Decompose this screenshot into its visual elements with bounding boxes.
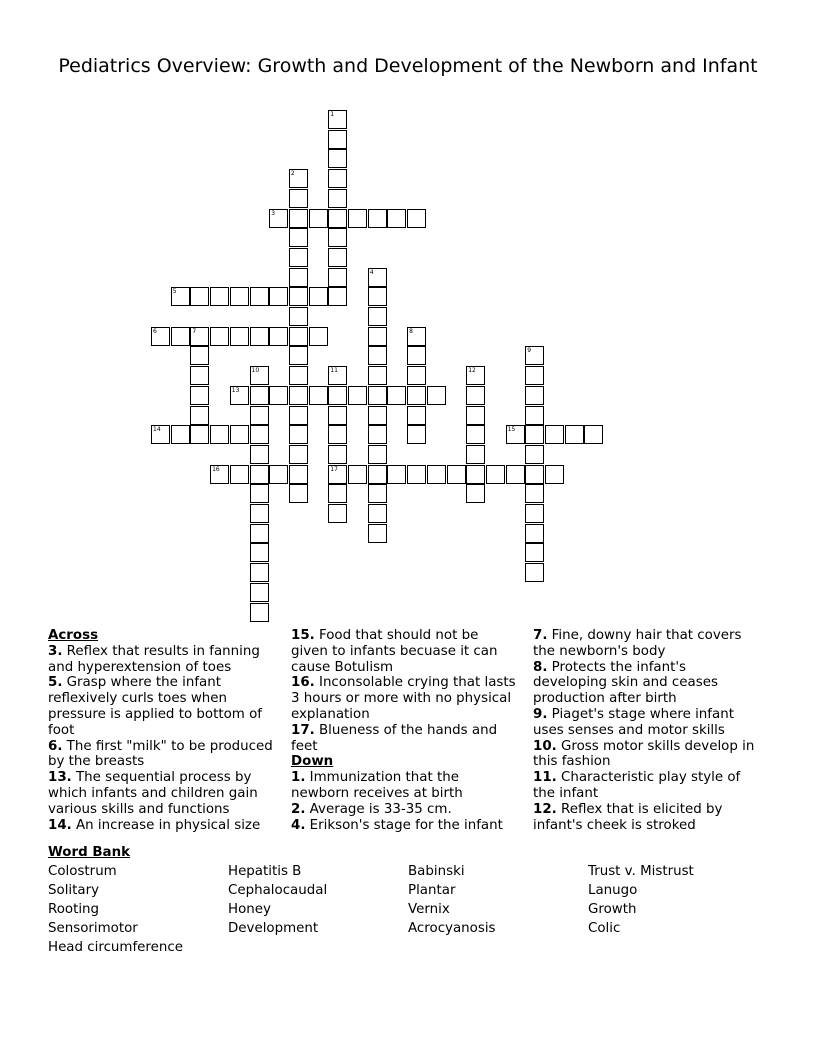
grid-cell[interactable]: [407, 327, 426, 346]
grid-cell[interactable]: [289, 445, 308, 464]
grid-cell[interactable]: [328, 209, 347, 228]
grid-cell[interactable]: [328, 406, 347, 425]
grid-cell[interactable]: [368, 327, 387, 346]
grid-cell[interactable]: [368, 465, 387, 484]
grid-cell[interactable]: [309, 386, 328, 405]
grid-cell[interactable]: [250, 445, 269, 464]
grid-cell[interactable]: [466, 484, 485, 503]
grid-number: 7: [192, 327, 197, 335]
grid-cell[interactable]: [309, 209, 328, 228]
word-bank-item: Plantar: [408, 883, 456, 898]
grid-number: 17: [330, 465, 338, 473]
grid-cell[interactable]: [368, 307, 387, 326]
clue-down-10: 10. Gross motor skills develop in this fashion: [533, 738, 755, 770]
grid-cell[interactable]: [407, 346, 426, 365]
grid-number: 6: [153, 327, 157, 335]
grid-cell[interactable]: [486, 465, 505, 484]
grid-cell[interactable]: [525, 366, 544, 385]
grid-cell[interactable]: [190, 366, 209, 385]
grid-cell[interactable]: [250, 504, 269, 523]
grid-cell[interactable]: [407, 386, 426, 405]
grid-number: 13: [231, 386, 240, 394]
grid-cell[interactable]: [427, 465, 446, 484]
clue-down-12: 12. Reflex that is elicited by infant's cheek is stroked: [533, 801, 723, 833]
grid-cell[interactable]: [309, 287, 328, 306]
grid-cell[interactable]: [328, 504, 347, 523]
across-heading: Across: [48, 628, 99, 643]
clue-across-14: 14. An increase in physical size: [48, 817, 261, 833]
grid-number: 9: [527, 347, 532, 355]
grid-cell[interactable]: [171, 425, 190, 444]
grid-cell[interactable]: [348, 386, 367, 405]
grid-cell[interactable]: [210, 287, 229, 306]
grid-cell[interactable]: [407, 465, 426, 484]
grid-cell[interactable]: [230, 287, 249, 306]
grid-cell[interactable]: [250, 524, 269, 543]
grid-cell[interactable]: [584, 425, 603, 444]
grid-cell[interactable]: [250, 406, 269, 425]
grid-cell[interactable]: [328, 484, 347, 503]
grid-cell[interactable]: [525, 445, 544, 464]
grid-cell[interactable]: [328, 465, 347, 484]
word-bank-item: Head circumference: [48, 940, 183, 955]
clue-down-8: 8. Protects the infant's developing skin and ceases production after birth: [533, 659, 718, 707]
grid-cell[interactable]: [250, 563, 269, 582]
clue-across-17: 17. Blueness of the hands and feet: [291, 722, 498, 754]
grid-cell[interactable]: [368, 346, 387, 365]
grid-cell[interactable]: [289, 386, 308, 405]
grid-number: 16: [212, 465, 220, 473]
word-bank-item: Growth: [588, 902, 637, 917]
clue-across-16: 16. Inconsolable crying that lasts 3 hours or more with no physical explanation: [291, 675, 516, 722]
grid-cell[interactable]: [289, 406, 308, 425]
grid-cell[interactable]: [230, 327, 249, 346]
grid-cell[interactable]: [466, 425, 485, 444]
grid-cell[interactable]: [151, 425, 170, 444]
grid-cell[interactable]: [289, 209, 308, 228]
grid-cell[interactable]: [230, 386, 249, 405]
grid-cell[interactable]: [525, 425, 544, 444]
grid-cell[interactable]: [190, 327, 209, 346]
grid-number: 5: [172, 288, 177, 296]
grid-cell[interactable]: [328, 110, 347, 129]
grid-cell[interactable]: [328, 425, 347, 444]
grid-cell[interactable]: [407, 406, 426, 425]
grid-cell[interactable]: [348, 465, 367, 484]
word-bank-item: Honey: [228, 902, 271, 917]
word-bank-item: Sensorimotor: [48, 921, 138, 936]
grid-number: 14: [153, 426, 161, 434]
grid-cell[interactable]: [250, 425, 269, 444]
word-bank-item: Lanugo: [588, 883, 638, 898]
grid-cell[interactable]: [387, 465, 406, 484]
grid-cell[interactable]: [289, 248, 308, 267]
clue-across-15: 15. Food that should not be given to infants becuase it can cause Botulism: [291, 628, 498, 675]
word-bank-item: Solitary: [48, 883, 100, 898]
grid-cell[interactable]: [328, 386, 347, 405]
grid-cell[interactable]: [190, 287, 209, 306]
grid-cell[interactable]: [289, 366, 308, 385]
clue-down-9: 9. Piaget's stage where infant uses senses and motor skills: [533, 706, 734, 738]
word-bank-item: Colic: [588, 921, 621, 936]
clue-down-4: 4. Erikson's stage for the infant: [291, 817, 503, 833]
grid-cell[interactable]: [328, 228, 347, 247]
grid-cell[interactable]: [250, 543, 269, 562]
word-bank-heading: Word Bank: [48, 845, 131, 860]
grid-cell[interactable]: [328, 149, 347, 168]
grid-cell[interactable]: [447, 465, 466, 484]
grid-cell[interactable]: [171, 327, 190, 346]
grid-cell[interactable]: [269, 287, 288, 306]
grid-cell[interactable]: [250, 465, 269, 484]
grid-cell[interactable]: [250, 327, 269, 346]
word-bank-item: Vernix: [408, 902, 450, 917]
grid-cell[interactable]: [407, 209, 426, 228]
grid-cell[interactable]: [289, 484, 308, 503]
grid-cell[interactable]: [250, 386, 269, 405]
grid-cell[interactable]: [269, 465, 288, 484]
grid-number: 10: [251, 367, 260, 375]
clue-down-2: 2. Average is 33-35 cm.: [291, 801, 452, 817]
grid-cell[interactable]: [565, 425, 584, 444]
grid-cell[interactable]: [525, 504, 544, 523]
grid-cell[interactable]: [289, 268, 308, 287]
grid-cell[interactable]: [506, 425, 525, 444]
grid-cell[interactable]: [368, 386, 387, 405]
clue-across-5: 5. Grasp where the infant reflexively curls toes when pressure is applied to bottom of foot: [48, 675, 262, 738]
grid-cell[interactable]: [269, 386, 288, 405]
grid-cell[interactable]: [466, 406, 485, 425]
clue-across-6: 6. The first "milk" to be produced by the breasts: [48, 738, 273, 770]
grid-cell[interactable]: [525, 406, 544, 425]
grid-cell[interactable]: [545, 465, 564, 484]
clue-down-11: 11. Characteristic play style of the infant: [533, 770, 741, 801]
grid-cell[interactable]: [525, 524, 544, 543]
word-bank-item: Rooting: [48, 902, 100, 917]
grid-cell[interactable]: [387, 386, 406, 405]
page-title: Pediatrics Overview: Growth and Development of the Newborn and Infant: [58, 55, 758, 77]
grid-cell[interactable]: [151, 327, 170, 346]
grid-cell[interactable]: [190, 406, 209, 425]
grid-cell[interactable]: [190, 346, 209, 365]
grid-cell[interactable]: [466, 465, 485, 484]
grid-cell[interactable]: [328, 189, 347, 208]
grid-cell[interactable]: [407, 366, 426, 385]
grid-cell[interactable]: [250, 583, 269, 602]
grid-cell[interactable]: [525, 484, 544, 503]
grid-cell[interactable]: [368, 425, 387, 444]
grid-cell[interactable]: [525, 543, 544, 562]
grid-cell[interactable]: [190, 425, 209, 444]
grid-cell[interactable]: [328, 445, 347, 464]
word-bank-item: Cephalocaudal: [228, 883, 328, 898]
grid-cell[interactable]: [368, 484, 387, 503]
clue-across-13: 13. The sequential process by which infants and children gain various skills and functions: [48, 770, 258, 817]
grid-cell[interactable]: [368, 268, 387, 287]
grid-cell[interactable]: [190, 386, 209, 405]
grid-cell[interactable]: [328, 130, 347, 149]
grid-cell[interactable]: [289, 307, 308, 326]
grid-cell[interactable]: [368, 287, 387, 306]
grid-number: 12: [468, 367, 476, 375]
grid-cell[interactable]: [545, 425, 564, 444]
grid-cell[interactable]: [289, 346, 308, 365]
grid-cell[interactable]: [368, 366, 387, 385]
clues-column-2: [291, 628, 517, 833]
grid-cell[interactable]: [525, 386, 544, 405]
grid-cell[interactable]: [250, 603, 269, 622]
grid-number: 3: [271, 209, 276, 217]
grid-cell[interactable]: [525, 563, 544, 582]
grid-cell[interactable]: [250, 287, 269, 306]
grid-cell[interactable]: [368, 524, 387, 543]
grid-cell[interactable]: [368, 445, 387, 464]
grid-cell[interactable]: [289, 169, 308, 188]
grid-cell[interactable]: [427, 386, 446, 405]
grid-number: 11: [330, 367, 338, 375]
grid-cell[interactable]: [289, 425, 308, 444]
grid-cell[interactable]: [210, 327, 229, 346]
word-bank-item: Hepatitis B: [228, 864, 302, 879]
grid-cell[interactable]: [525, 465, 544, 484]
clue-down-7: 7. Fine, downy hair that covers the newborn's body: [533, 628, 742, 659]
clues-column-3: [533, 628, 759, 833]
word-bank-item: Trust v. Mistrust: [588, 864, 694, 879]
grid-cell[interactable]: [289, 228, 308, 247]
grid-cell[interactable]: [387, 209, 406, 228]
grid-cell[interactable]: [466, 386, 485, 405]
grid-cell[interactable]: [289, 465, 308, 484]
grid-cell[interactable]: [171, 287, 190, 306]
grid-cell[interactable]: [289, 327, 308, 346]
grid-number: 4: [369, 268, 374, 276]
grid-cell[interactable]: [328, 268, 347, 287]
clue-across-3: 3. Reflex that results in fanning and hyperextension of toes: [48, 643, 260, 675]
grid-cell[interactable]: [525, 346, 544, 365]
grid-cell[interactable]: [289, 287, 308, 306]
word-bank-item: Babinski: [408, 864, 465, 879]
grid-cell[interactable]: [328, 248, 347, 267]
grid-cell[interactable]: [210, 425, 229, 444]
grid-cell[interactable]: [506, 465, 525, 484]
grid-number: 15: [507, 426, 516, 434]
down-heading: Down: [291, 754, 334, 770]
grid-cell[interactable]: [328, 287, 347, 306]
grid-cell[interactable]: [466, 445, 485, 464]
grid-cell[interactable]: [210, 465, 229, 484]
grid-cell[interactable]: [269, 327, 288, 346]
grid-cell[interactable]: [230, 425, 249, 444]
grid-cell[interactable]: [368, 504, 387, 523]
word-bank-item: Acrocyanosis: [408, 921, 496, 936]
word-bank-item: Development: [228, 921, 319, 936]
grid-number: 2: [290, 170, 295, 178]
grid-cell[interactable]: [250, 484, 269, 503]
grid-cell[interactable]: [269, 209, 288, 228]
grid-number: 1: [330, 111, 335, 118]
grid-cell[interactable]: [348, 209, 367, 228]
grid-cell[interactable]: [368, 209, 387, 228]
grid-cell[interactable]: [466, 366, 485, 385]
grid-cell[interactable]: [368, 406, 387, 425]
grid-cell[interactable]: [230, 465, 249, 484]
grid-cell[interactable]: [309, 327, 328, 346]
grid-cell[interactable]: [328, 366, 347, 385]
grid-cell[interactable]: [328, 169, 347, 188]
clues-column-1: [48, 628, 274, 833]
grid-cell[interactable]: [289, 189, 308, 208]
clue-down-1: 1. Immunization that the newborn receives at birth: [291, 770, 463, 801]
grid-number: 8: [409, 327, 413, 335]
word-bank-item: Colostrum: [48, 864, 117, 879]
grid-cell[interactable]: [250, 366, 269, 385]
grid-cell[interactable]: [407, 425, 426, 444]
